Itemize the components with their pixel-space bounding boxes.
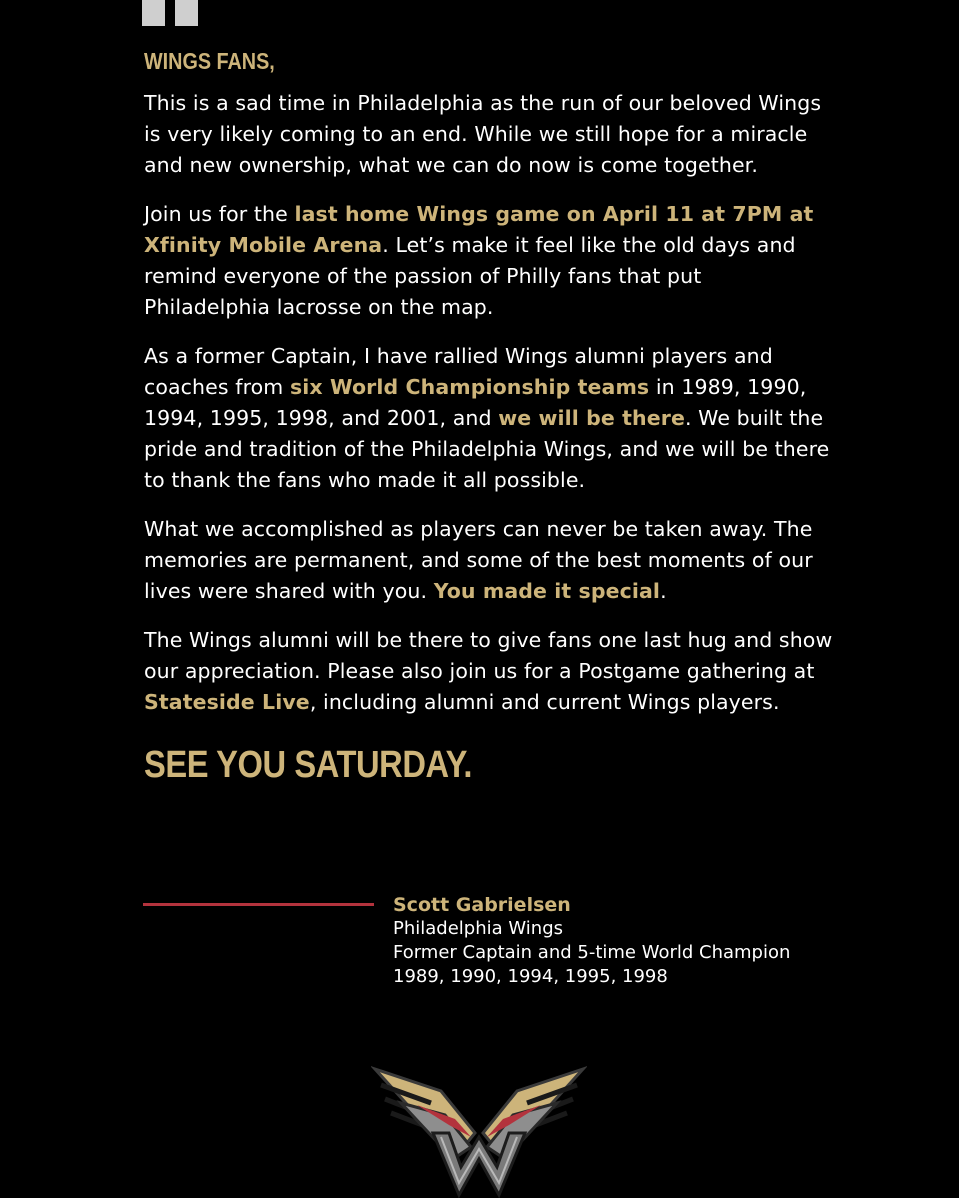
paragraph-text: , including alumni and current Wings players.: [309, 690, 780, 714]
highlighted-text: last home Wings game on April 11 at 7PM at Xfinity Mobile Arena: [144, 202, 814, 257]
greeting: WINGS FANS,: [144, 48, 275, 74]
paragraph-text: This is a sad time in Philadelphia as the run of our beloved Wings is very likely coming to an end. While we still hope for a miracle and new ownership, what we can do now is come together.: [144, 91, 822, 177]
paragraph-text: The Wings alumni will be there to give fans one last hug and show our appreciation. Please also join us for a Postgame gathering at: [144, 628, 833, 683]
letter-paragraph: [144, 88, 834, 181]
quote-mark-icon: [142, 0, 198, 26]
signature-title: Former Captain and 5-time World Champion: [393, 942, 791, 963]
paragraph-text: As a former Captain, I have rallied Wings alumni players and coaches from: [144, 344, 773, 399]
highlighted-text: six World Championship teams: [289, 375, 650, 399]
paragraph-text: in 1989, 1990, 1994, 1995, 1998, and 2001, and: [144, 375, 807, 430]
highlighted-text: we will be there: [498, 406, 685, 430]
highlighted-text: You made it special: [433, 579, 661, 603]
signature-name: Scott Gabrielsen: [393, 894, 571, 916]
letter-body: [144, 48, 834, 787]
signature-divider: [143, 903, 374, 906]
paragraph-text: . We built the pride and tradition of the Philadelphia Wings, and we will be there to thank the fans who made it all possible.: [144, 406, 830, 492]
signature-years: 1989, 1990, 1994, 1995, 1998: [393, 966, 668, 987]
letter-paragraphs: [144, 88, 834, 718]
signature-block: [393, 893, 790, 989]
letter-paragraph: [144, 625, 834, 718]
letter-paragraph: [144, 199, 834, 323]
signature-team: Philadelphia Wings: [393, 918, 563, 939]
letter-paragraph: [144, 341, 834, 496]
closing-line: SEE YOU SATURDAY.: [144, 744, 473, 786]
paragraph-text: Join us for the: [144, 202, 295, 226]
paragraph-text: . Let’s make it feel like the old days and remind everyone of the passion of Philly fans that put Philadelphia lacrosse on the map.: [144, 233, 796, 319]
highlighted-text: Stateside Live: [144, 690, 310, 714]
letter-paragraph: [144, 514, 834, 607]
philadelphia-wings-logo: [371, 1063, 587, 1198]
paragraph-text: .: [660, 579, 667, 603]
paragraph-text: What we accomplished as players can never be taken away. The memories are permanent, and some of the best moments of our lives were shared with you.: [144, 517, 813, 603]
